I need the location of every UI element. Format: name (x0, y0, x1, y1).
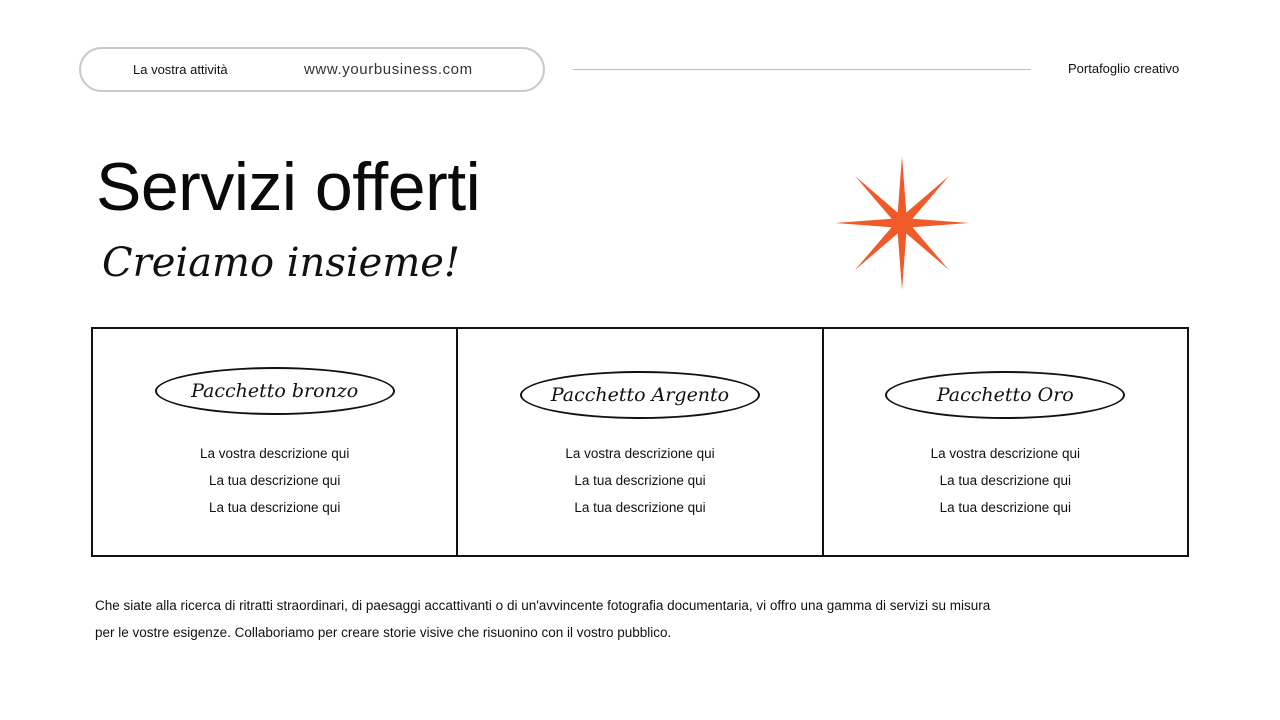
portfolio-label: Portafoglio creativo (1068, 61, 1180, 76)
package-line: La vostra descrizione qui (565, 446, 715, 461)
header-pill (79, 47, 545, 92)
package-bronze (93, 329, 456, 555)
package-description (458, 445, 821, 526)
package-line: La vostra descrizione qui (199, 446, 350, 461)
sparkle-star-icon (835, 156, 969, 290)
description-line-2: per le vostre esigenze. Collaboriamo per creare storie visive che risuonino con il vostro pubblico. (95, 625, 672, 640)
header-divider (573, 69, 1031, 70)
packages-table (91, 327, 1189, 557)
services-description (95, 592, 1055, 646)
package-name: Pacchetto Oro (885, 371, 1125, 419)
package-line: La tua descrizione qui (208, 500, 341, 515)
website-url[interactable]: www.yourbusiness.com (304, 61, 473, 78)
package-line: La tua descrizione qui (574, 473, 706, 488)
page-subtitle: Creiamo insieme! (102, 240, 460, 286)
package-name: Pacchetto bronzo (155, 367, 395, 415)
package-name: Pacchetto Argento (520, 371, 760, 419)
business-name: La vostra attività (133, 62, 228, 77)
package-line: La tua descrizione qui (208, 473, 341, 488)
package-silver (456, 329, 821, 555)
page-title: Servizi offerti (96, 149, 481, 225)
package-line: La tua descrizione qui (939, 473, 1071, 488)
description-line-1: Che siate alla ricerca di ritratti straordinari, di paesaggi accattivanti o di un'avvincente fotografia documentaria, vi offro una gamma di servizi su misura (95, 598, 991, 613)
package-line: La vostra descrizione qui (930, 446, 1080, 461)
package-description (93, 445, 456, 526)
package-line: La tua descrizione qui (574, 500, 706, 515)
package-description (824, 445, 1187, 526)
package-gold (822, 329, 1187, 555)
package-line: La tua descrizione qui (939, 500, 1071, 515)
star-shape (835, 156, 969, 290)
